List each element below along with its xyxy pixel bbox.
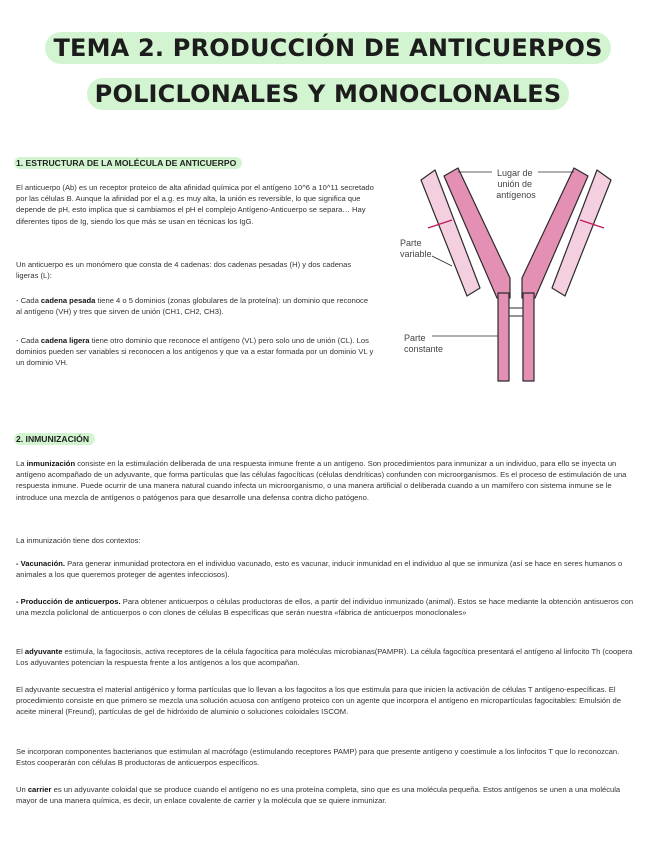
section1-paragraph-1: El anticuerpo (Ab) es un receptor proteico de alta afinidad química por el antígeno 10^6 a 10^11 secretado por las células B. Aunque la afinidad por el a.g. es muy alta, la unión es reversible, lo que significa que depende de pH, esto implica que si cambiamos el pH el complejo Antígeno-Anticuerpo se separa… Hay diferentes tipos de Ig, siendo los que más se usan en técnicas los IgG.: [16, 183, 374, 226]
page-title-line-1: TEMA 2. PRODUCCIÓN DE ANTICUERPOS: [0, 34, 656, 62]
right-stem-chain: [523, 293, 534, 381]
section2-heading: 2. INMUNIZACIÓN: [14, 433, 95, 445]
page-title-line-2: POLICLONALES Y MONOCLONALES: [0, 80, 656, 108]
label-variable-part: Parte variable: [400, 238, 432, 259]
section1-paragraph-3: - Cada cadena pesada tiene 4 o 5 dominios (zonas globulares de la proteína): un dominio que reconoce al antígeno (VH) y tres que sirven de unión (CH1, CH2, CH3).: [16, 296, 369, 317]
section2-paragraph-7: Se incorporan componentes bacterianos que estimulan al macrófago (estimulando receptores PAMP) para que presente antígeno y coestimule a los linfocitos T que lo reconozcan. Estos cooperarán con células B productoras de anticuerpos específicos.: [16, 747, 620, 768]
section1-heading: 1. ESTRUCTURA DE LA MOLÉCULA DE ANTICUERPO: [14, 157, 242, 169]
section2-paragraph-2: La inmunización tiene dos contextos:: [16, 536, 141, 545]
label-constant-part: Parte constante: [404, 333, 444, 354]
left-stem-chain: [498, 293, 509, 381]
section2-paragraph-1: La inmunización consiste en la estimulación deliberada de una respuesta inmune frente a un antígeno. Son procedimientos para inmunizar a un individuo, para ello se inyecta un antígeno acompañado de un adyuvante, que forma partículas que las células fagocíticas (células dendríticas) confunden con microorganismos. Es el proceso de estimulación de una respuesta inmune. Puede ocurrir de una manera natural cuando infecta un microorganismo, o una manera artificial o deliberada cuando a un mamífero con sistema inmune se le introduce una mezcla de antígenos o patógenos para que desarrolle una defensa contra dicho patógeno.: [16, 459, 627, 502]
section2-paragraph-5: El adyuvante estimula, la fagocitosis, activa receptores de la célula fagocítica para moléculas microbianas(PAMPR). La célula fagocítica presentará el antígeno al linfocito Th (coopera Los adyuvantes potencian la respuesta frente a los antígenos a los que acompañan.: [16, 647, 633, 668]
section1-paragraph-2: Un anticuerpo es un monómero que consta de 4 cadenas: dos cadenas pesadas (H) y dos cadenas ligeras (L):: [16, 260, 352, 281]
section2-paragraph-8: Un carrier es un adyuvante coloidal que se produce cuando el antígeno no es una proteína completa, sino que es una molécula pequeña. Estos antígenos se unen a una molécula mayor de una manera química, es decir, un enlace covalente de carrier y la molécula que se quiere inmunizar.: [16, 785, 621, 806]
section2-paragraph-3: - Vacunación. Para generar inmunidad protectora en el individuo vacunado, esto es vacunar, inducir inmunidad en el individuo al que se inmuniza (así se hace en seres humanos o animales a los que queremos proteger de agentes infecciosos).: [16, 559, 623, 580]
label-antigen-site: Lugar de unión de antígenos: [496, 168, 536, 200]
section1-paragraph-4: - Cada cadena ligera tiene otro dominio que reconoce el antígeno (VL) pero solo uno de unión (CL). Los dominios pueden ser variables si reconocen a los antígenos y que va a estar formada por un dominio VL y un dominio VH.: [16, 336, 374, 368]
section2-paragraph-6: El adyuvante secuestra el material antigénico y forma partículas que lo llevan a los fagocitos a los que estimula para que inicien la activación de células T antígeno-específicas. El procedimiento consiste en que primero se mezcla una solución acuosa con antígeno proteico con un agente que incorpora el antígeno en micropartículas fagocitables: Emulsión de aceite mineral (Freund), partículas de gel de hidróxido de aluminio o soluciones coloidales ISCOM.: [16, 685, 621, 717]
antibody-diagram: [392, 158, 640, 388]
section2-paragraph-4: - Producción de anticuerpos. Para obtener anticuerpos o células productoras de ellos, a partir del individuo inmunizado (animal). Estos se hace mediante la obtención antisueros con una mezcla policlonal de anticuerpos o con clones de células B específicas que serán nuestra «fábrica de anticuerpos monoclonales»: [16, 597, 634, 618]
